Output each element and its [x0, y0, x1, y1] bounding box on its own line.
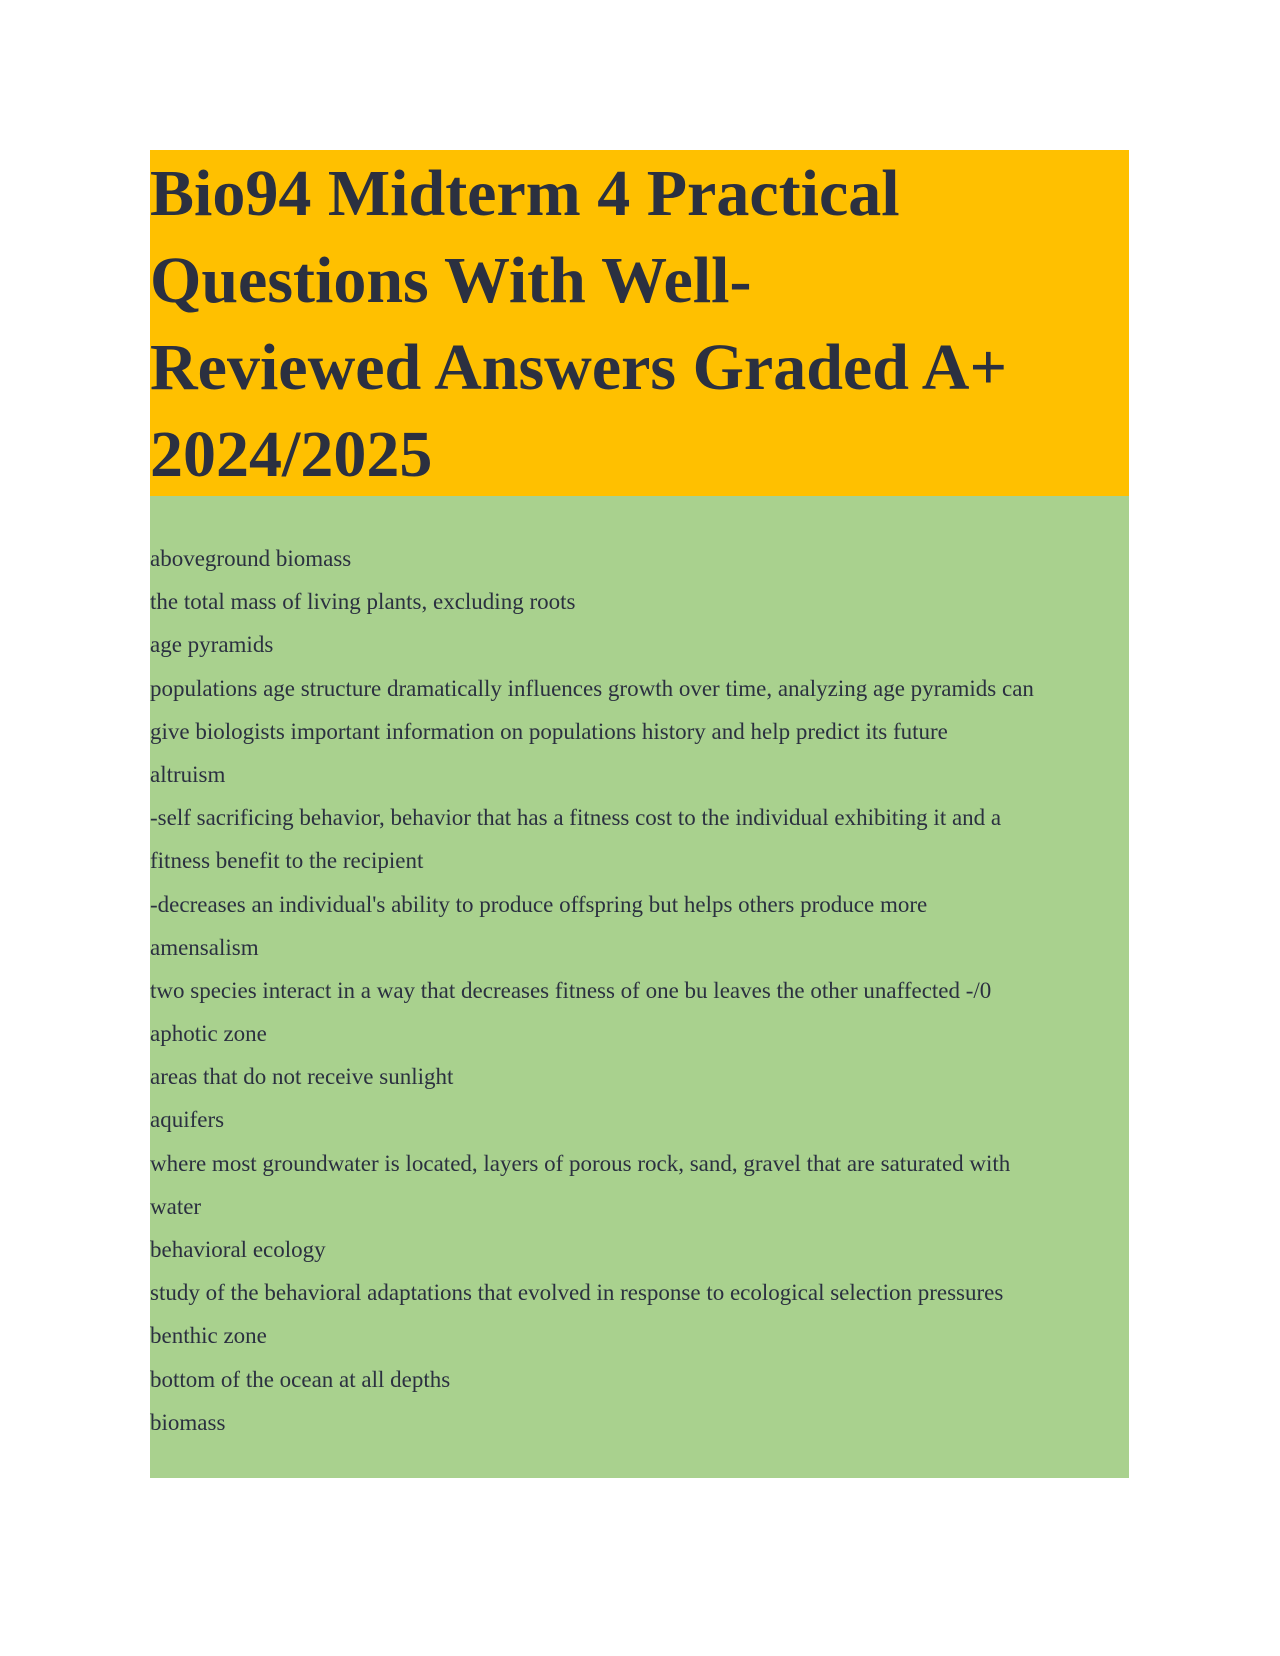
term-text: aquifers [150, 1107, 225, 1133]
term-text: amensalism [150, 934, 259, 960]
term-text: benthic zone [150, 1323, 267, 1349]
glossary-body [150, 496, 1129, 1478]
definition-text: populations age structure dramatically influences growth over time, analyzing age pyramids can [150, 675, 1034, 701]
definition-text: areas that do not receive sunlight [150, 1064, 454, 1090]
term-text: behavioral ecology [150, 1237, 326, 1262]
title-line: Questions With Well- [150, 244, 752, 317]
definition-text: fitness benefit to the recipient [150, 848, 424, 874]
definition-text: the total mass of living plants, excluding roots [150, 589, 576, 615]
definition-text: give biologists important information on populations history and help predict its future [150, 718, 948, 744]
definition-text: two species interact in a way that decreases fitness of one bu leaves the other unaffected -/0 [150, 977, 992, 1003]
term-text: aboveground biomass [150, 546, 352, 571]
document-title [150, 150, 1140, 498]
title-line: Reviewed Answers Graded A+ [150, 331, 1008, 404]
term-text: aphotic zone [150, 1021, 267, 1047]
definition-text: bottom of the ocean at all depths [150, 1366, 451, 1392]
title-line: Bio94 Midterm 4 Practical [150, 157, 900, 230]
title-banner [150, 150, 1129, 496]
title-line: 2024/2025 [150, 418, 433, 491]
definition-text: water [150, 1193, 202, 1219]
definition-text: where most groundwater is located, layers of porous rock, sand, gravel that are saturated with [150, 1150, 1011, 1176]
term-text: age pyramids [150, 632, 274, 658]
definition-text: -self sacrificing behavior, behavior that has a fitness cost to the individual exhibiting it and a [150, 805, 1002, 831]
definition-text: study of the behavioral adaptations that evolved in response to ecological selection pressures [150, 1280, 1004, 1306]
term-text: biomass [150, 1409, 226, 1435]
glossary-list [150, 537, 1129, 1444]
definition-text: -decreases an individual's ability to produce offspring but helps others produce more [150, 891, 928, 917]
term-text: altruism [150, 761, 226, 787]
